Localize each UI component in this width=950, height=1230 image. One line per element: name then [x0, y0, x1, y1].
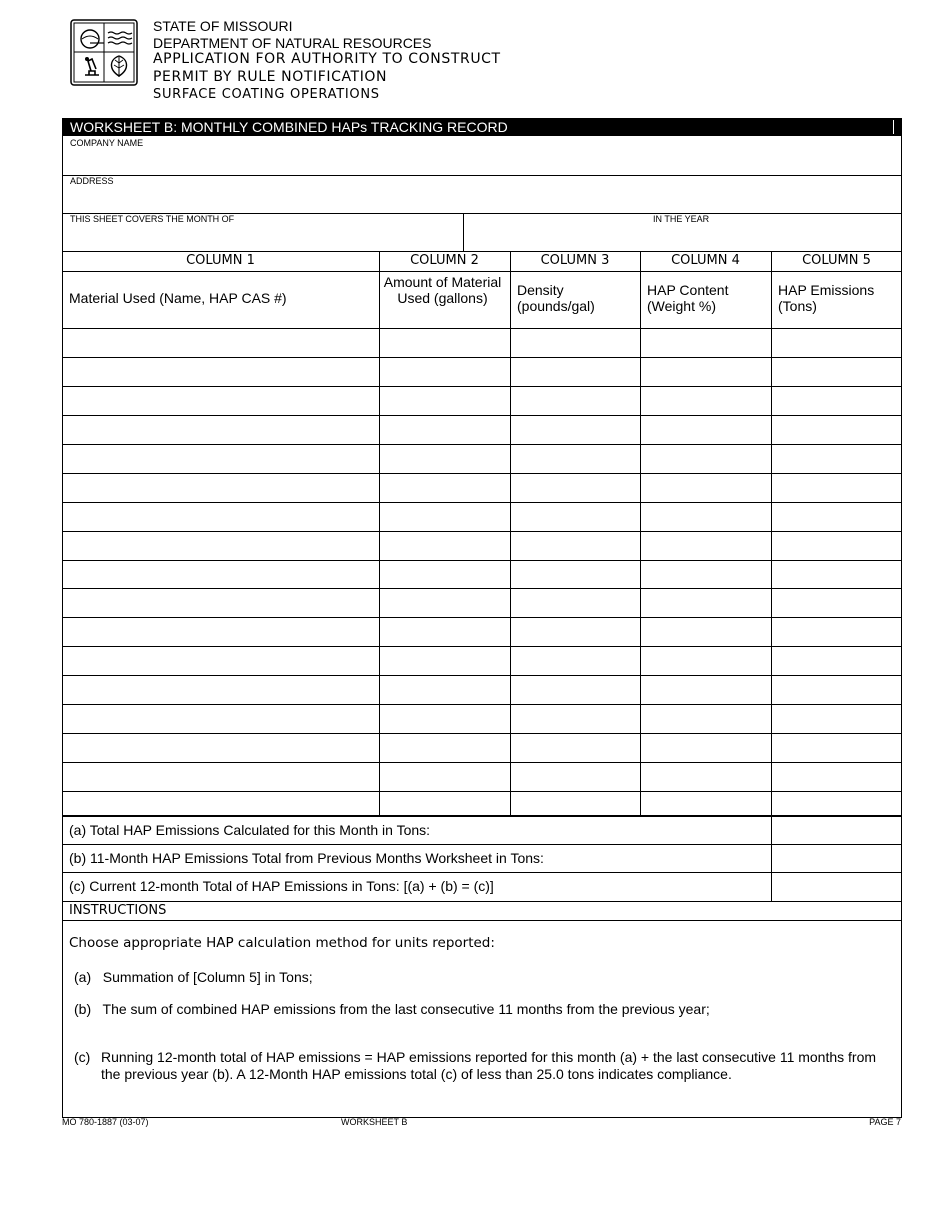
table-cell-r12-c1[interactable] [63, 647, 379, 675]
address-field[interactable] [63, 176, 901, 213]
table-cell-r7-c4[interactable] [641, 503, 771, 531]
table-cell-r2-c5[interactable] [772, 358, 902, 386]
column-5-description: HAP Emissions (Tons) [778, 282, 875, 314]
table-cell-r1-c1[interactable] [63, 329, 379, 357]
table-cell-r13-c3[interactable] [511, 676, 640, 704]
table-cell-r12-c3[interactable] [511, 647, 640, 675]
table-cell-r2-c2[interactable] [380, 358, 510, 386]
table-cell-r9-c3[interactable] [511, 561, 640, 589]
agency-line-department: DEPARTMENT OF NATURAL RESOURCES [153, 35, 432, 51]
table-cell-r9-c5[interactable] [772, 561, 902, 589]
material-table [62, 251, 902, 816]
instruction-item-c [74, 1049, 889, 1083]
table-cell-r7-c3[interactable] [511, 503, 640, 531]
table-cell-r3-c4[interactable] [641, 387, 771, 415]
instruction-text-c: Running 12-month total of HAP emissions = HAP emissions reported for this month (a) + the last consecutive 11 months from the previous year (b). A 12-Month HAP emissions total (c) of less than 25.0 tons indicates compliance. [101, 1049, 877, 1082]
missouri-dnr-seal-logo [70, 19, 138, 86]
summary-input-a[interactable] [772, 817, 901, 844]
address-label: ADDRESS [70, 176, 114, 186]
footer-form-number: MO 780-1887 (03-07) [62, 1117, 149, 1127]
column-4-header: COLUMN 4 [671, 253, 740, 268]
table-cell-r15-c4[interactable] [641, 734, 771, 762]
table-cell-r6-c5[interactable] [772, 474, 902, 502]
table-cell-r4-c2[interactable] [380, 416, 510, 444]
instruction-tag-c: (c) [74, 1049, 91, 1065]
table-cell-r13-c4[interactable] [641, 676, 771, 704]
company-name-label: COMPANY NAME [70, 138, 144, 148]
table-cell-r8-c1[interactable] [63, 532, 379, 560]
table-cell-r12-c4[interactable] [641, 647, 771, 675]
table-cell-r8-c5[interactable] [772, 532, 902, 560]
table-cell-r16-c5[interactable] [772, 763, 902, 791]
table-cell-r7-c2[interactable] [380, 503, 510, 531]
table-cell-r7-c5[interactable] [772, 503, 902, 531]
company-name-field[interactable] [63, 137, 901, 175]
instruction-text-a: Summation of [Column 5] in Tons; [102, 969, 313, 985]
footer-worksheet: WORKSHEET B [341, 1117, 408, 1127]
table-cell-r13-c5[interactable] [772, 676, 902, 704]
table-cell-r6-c3[interactable] [511, 474, 640, 502]
table-cell-r16-c3[interactable] [511, 763, 640, 791]
table-cell-r6-c1[interactable] [63, 474, 379, 502]
table-cell-r3-c5[interactable] [772, 387, 902, 415]
instruction-tag-a: (a) [74, 969, 92, 985]
column-4-description: HAP Content (Weight %) [647, 282, 729, 314]
table-cell-r14-c4[interactable] [641, 705, 771, 733]
column-2-description: Amount of Material Used (gallons) [383, 274, 502, 306]
table-cell-r4-c4[interactable] [641, 416, 771, 444]
column-3-header: COLUMN 3 [540, 253, 610, 268]
month-field[interactable] [63, 214, 463, 251]
table-cell-r15-c3[interactable] [511, 734, 640, 762]
summary-input-c[interactable] [772, 873, 901, 901]
table-cell-r5-c1[interactable] [63, 445, 379, 473]
table-cell-r15-c5[interactable] [772, 734, 902, 762]
column-2-header: COLUMN 2 [410, 253, 479, 268]
instruction-item-b [74, 1001, 710, 1018]
column-5-header: COLUMN 5 [802, 253, 871, 268]
table-cell-r6-c2[interactable] [380, 474, 510, 502]
column-1-header: COLUMN 1 [186, 253, 255, 268]
table-cell-r11-c5[interactable] [772, 618, 902, 646]
form-title-application: APPLICATION FOR AUTHORITY TO CONSTRUCT [153, 51, 501, 67]
table-cell-r4-c1[interactable] [63, 416, 379, 444]
table-cell-r9-c1[interactable] [63, 561, 379, 589]
table-cell-r12-c5[interactable] [772, 647, 902, 675]
table-cell-r16-c2[interactable] [380, 763, 510, 791]
table-cell-r4-c5[interactable] [772, 416, 902, 444]
instruction-item-a [74, 969, 313, 986]
table-cell-r1-c4[interactable] [641, 329, 771, 357]
table-cell-r11-c1[interactable] [63, 618, 379, 646]
table-cell-r3-c3[interactable] [511, 387, 640, 415]
table-cell-r2-c1[interactable] [63, 358, 379, 386]
table-cell-r5-c5[interactable] [772, 445, 902, 473]
column-3-description: Density (pounds/gal) [517, 282, 595, 314]
table-cell-r11-c2[interactable] [380, 618, 510, 646]
table-cell-r5-c2[interactable] [380, 445, 510, 473]
table-cell-r6-c4[interactable] [641, 474, 771, 502]
year-field[interactable] [464, 214, 901, 251]
agency-line-state: STATE OF MISSOURI [153, 18, 293, 34]
table-cell-r2-c4[interactable] [641, 358, 771, 386]
worksheet-title: WORKSHEET B: MONTHLY COMBINED HAPs TRACKING RECORD [70, 119, 508, 135]
table-cell-r8-c3[interactable] [511, 532, 640, 560]
table-cell-r8-c4[interactable] [641, 532, 771, 560]
instruction-tag-b: (b) [74, 1001, 92, 1017]
table-cell-r10-c2[interactable] [380, 589, 510, 617]
table-cell-r11-c3[interactable] [511, 618, 640, 646]
table-cell-r9-c4[interactable] [641, 561, 771, 589]
table-cell-r2-c3[interactable] [511, 358, 640, 386]
instruction-text-b: The sum of combined HAP emissions from the last consecutive 11 months from the previous year; [102, 1001, 710, 1017]
summary-label-b: (b) 11-Month HAP Emissions Total from Previous Months Worksheet in Tons: [69, 850, 544, 866]
month-label: THIS SHEET COVERS THE MONTH OF [70, 214, 235, 224]
table-cell-r1-c5[interactable] [772, 329, 902, 357]
footer-page: PAGE 7 [869, 1117, 901, 1127]
column-1-description: Material Used (Name, HAP CAS #) [69, 290, 287, 306]
table-cell-r3-c1[interactable] [63, 387, 379, 415]
table-cell-r12-c2[interactable] [380, 647, 510, 675]
table-cell-r9-c2[interactable] [380, 561, 510, 589]
table-cell-r4-c3[interactable] [511, 416, 640, 444]
table-cell-r11-c4[interactable] [641, 618, 771, 646]
table-cell-r1-c3[interactable] [511, 329, 640, 357]
table-cell-r15-c2[interactable] [380, 734, 510, 762]
table-cell-r15-c1[interactable] [63, 734, 379, 762]
table-cell-r3-c2[interactable] [380, 387, 510, 415]
table-cell-r14-c5[interactable] [772, 705, 902, 733]
table-cell-r1-c2[interactable] [380, 329, 510, 357]
summary-label-a: (a) Total HAP Emissions Calculated for this Month in Tons: [69, 822, 431, 838]
table-cell-r14-c1[interactable] [63, 705, 379, 733]
table-cell-r14-c2[interactable] [380, 705, 510, 733]
table-cell-r10-c1[interactable] [63, 589, 379, 617]
table-cell-r10-c3[interactable] [511, 589, 640, 617]
summary-label-c: (c) Current 12-month Total of HAP Emissions in Tons: [(a) + (b) = (c)] [69, 878, 494, 894]
form-title-operations: SURFACE COATING OPERATIONS [153, 87, 380, 102]
table-cell-r10-c5[interactable] [772, 589, 902, 617]
table-cell-r5-c3[interactable] [511, 445, 640, 473]
table-cell-r5-c4[interactable] [641, 445, 771, 473]
table-cell-r16-c4[interactable] [641, 763, 771, 791]
table-cell-r13-c2[interactable] [380, 676, 510, 704]
table-cell-r7-c1[interactable] [63, 503, 379, 531]
table-cell-r13-c1[interactable] [63, 676, 379, 704]
instructions-intro: Choose appropriate HAP calculation method for units reported: [69, 935, 495, 951]
instructions-heading: INSTRUCTIONS [69, 903, 167, 918]
table-cell-r14-c3[interactable] [511, 705, 640, 733]
summary-input-b[interactable] [772, 845, 901, 872]
table-cell-r10-c4[interactable] [641, 589, 771, 617]
form-title-permit: PERMIT BY RULE NOTIFICATION [153, 69, 388, 85]
table-cell-r16-c1[interactable] [63, 763, 379, 791]
table-cell-r8-c2[interactable] [380, 532, 510, 560]
year-label: IN THE YEAR [653, 214, 710, 224]
